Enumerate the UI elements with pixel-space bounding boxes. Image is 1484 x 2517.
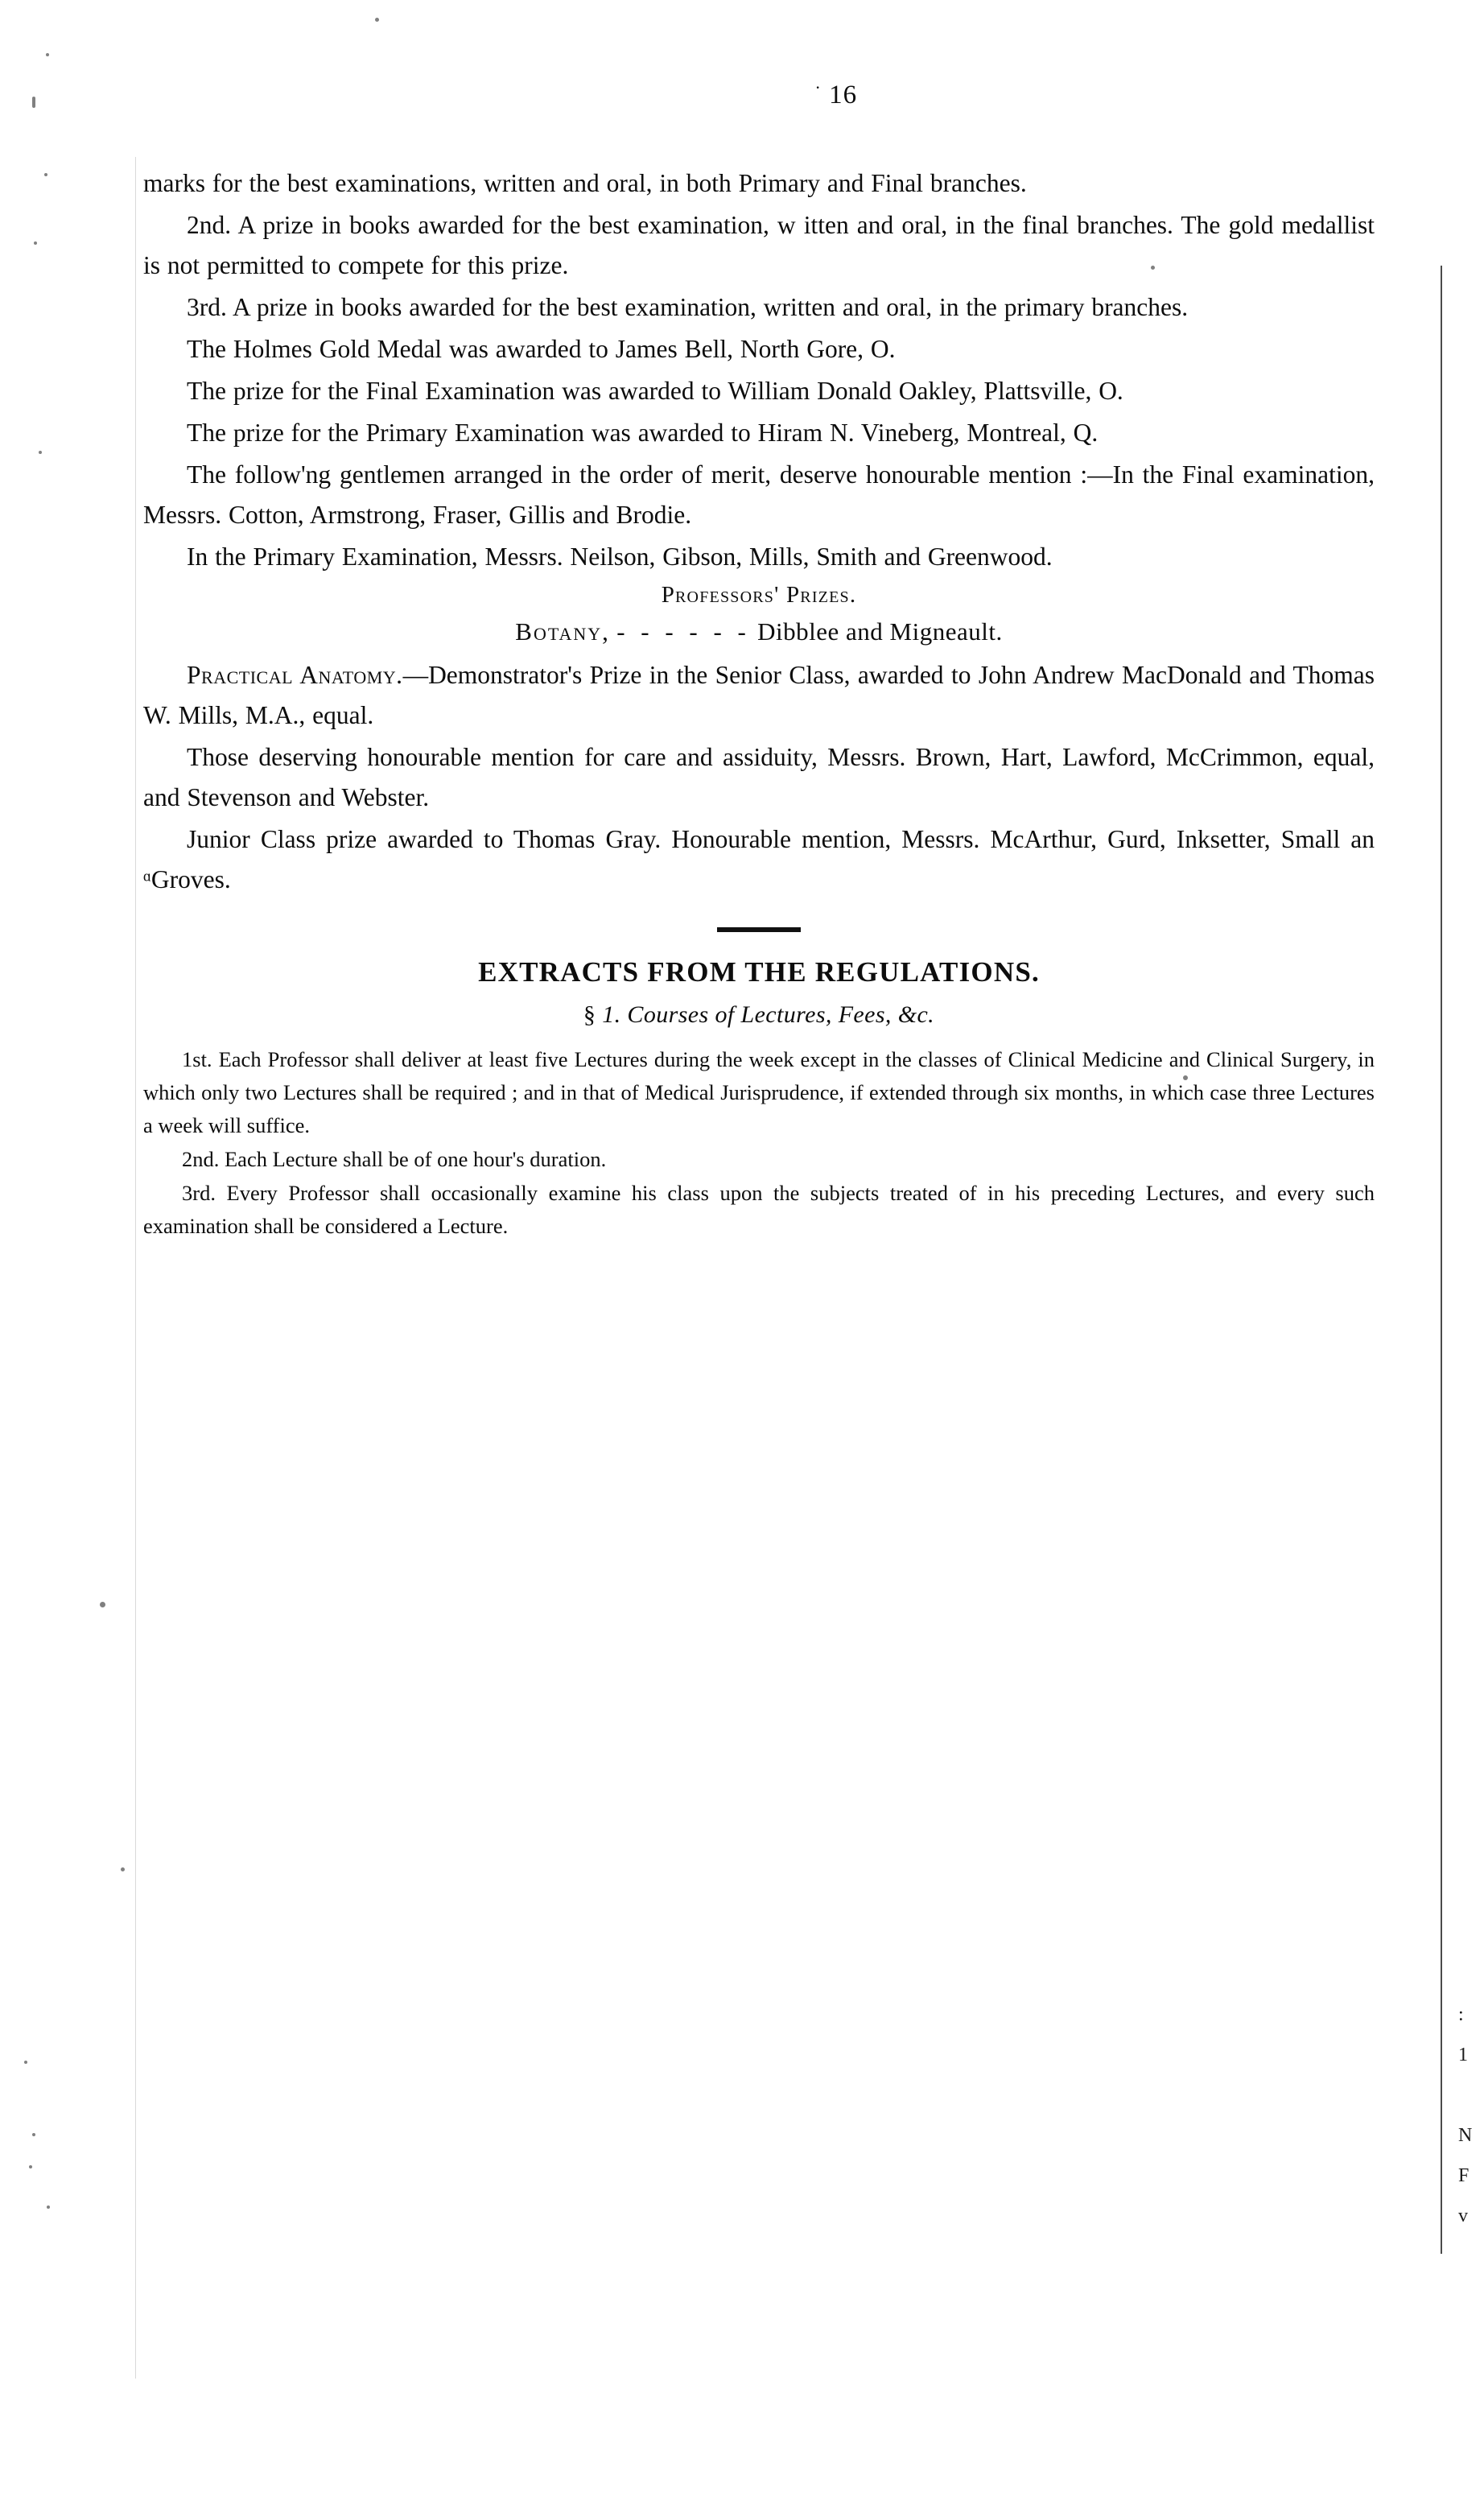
practical-anatomy-paragraph: [143, 655, 1375, 736]
scan-speck: [46, 53, 49, 56]
scan-speck: [121, 1867, 125, 1871]
scan-speck: [32, 97, 35, 108]
margin-note: F: [1458, 2165, 1470, 2186]
margin-note: v: [1458, 2205, 1468, 2226]
professors-prizes-heading: Professors' Prizes.: [661, 582, 857, 608]
scan-speck: [100, 1602, 105, 1607]
scan-speck: [44, 173, 47, 176]
folio-dot: ·: [814, 77, 822, 97]
page-edge-line-right: [1441, 266, 1442, 2254]
page-number: [143, 77, 1375, 110]
section-subtitle: [143, 1001, 1375, 1029]
paragraph: The prize for the Final Examination was awarded to William Donald Oakley, Plattsville, O.: [187, 377, 1123, 405]
regulation-item: 2nd. Each Lecture shall be of one hour's duration.: [182, 1147, 607, 1171]
scan-speck: [32, 2133, 35, 2136]
botany-label: Botany,: [515, 617, 610, 646]
junior-class-paragraph: Junior Class prize awarded to Thomas Gray. Honourable mention, Messrs. McArthur, Gurd, Inksetter, Small an ᵅGroves.: [143, 825, 1375, 893]
folio-number: 16: [829, 80, 858, 109]
margin-note: 1: [1458, 2045, 1468, 2065]
honourable-mention-paragraph: Those deserving honourable mention for care and assiduity, Messrs. Brown, Hart, Lawford, McCrimmon, equal, and Stevenson and Webster.: [143, 743, 1375, 811]
section-title: EXTRACTS FROM THE REGULATIONS.: [478, 956, 1040, 988]
paragraph: The prize for the Primary Examination was awarded to Hiram N. Vineberg, Montreal, Q.: [187, 419, 1099, 447]
margin-note: N: [1458, 2125, 1473, 2146]
page-content: [143, 77, 1375, 1244]
paragraph: In the Primary Examination, Messrs. Neilson, Gibson, Mills, Smith and Greenwood.: [187, 543, 1053, 571]
botany-names: Dibblee and Migneault.: [757, 617, 1003, 646]
botany-dashes: - - - - - -: [616, 617, 751, 646]
scan-speck: [29, 2165, 32, 2168]
scan-speck: [39, 451, 42, 454]
margin-note: :: [1458, 2004, 1464, 2025]
regulation-item: 1st. Each Professor shall deliver at least five Lectures during the week except in the classes of Clinical Medicine and Clinical Surgery, in which only two Lectures shall be required ; and in that of Medical Jurisprudence, if extended through six months, in which case three Lectures a week will suffice.: [143, 1047, 1375, 1137]
page-edge-line-left: [135, 157, 136, 2379]
scan-speck: [24, 2061, 27, 2064]
section-subtitle-text: 1. Courses of Lectures, Fees, &c.: [602, 1001, 935, 1028]
scan-speck: [375, 18, 379, 22]
regulation-item: 3rd. Every Professor shall occasionally examine his class upon the subjects treated of in his preceding Lectures, and every such examination shall be considered a Lecture.: [143, 1181, 1375, 1238]
paragraph: 2nd. A prize in books awarded for the best examination, w itten and oral, in the final branches. The gold medallist is not permitted to compete for this prize.: [143, 211, 1375, 279]
paragraph: 3rd. A prize in books awarded for the best examination, written and oral, in the primary branches.: [187, 293, 1189, 321]
paragraph: The Holmes Gold Medal was awarded to James Bell, North Gore, O.: [187, 335, 896, 363]
scan-speck: [47, 2205, 50, 2209]
paragraph: marks for the best examinations, written and oral, in both Primary and Final branches.: [143, 169, 1027, 197]
section-divider-rule: [717, 927, 801, 932]
paragraph: The follow'ng gentlemen arranged in the order of merit, deserve honourable mention :—In the Final examination, Messrs. Cotton, Armstrong, Fraser, Gillis and Brodie.: [143, 460, 1375, 529]
botany-prize-line: [143, 612, 1375, 652]
practical-anatomy-text: —Demonstrator's Prize in the Senior Class, awarded to John Andrew MacDonald and Thomas W. Mills, M.A., equal.: [143, 661, 1375, 729]
section-symbol: §: [583, 1001, 596, 1028]
practical-anatomy-label: Practical Anatomy.: [187, 661, 403, 689]
scan-speck: [34, 241, 37, 245]
